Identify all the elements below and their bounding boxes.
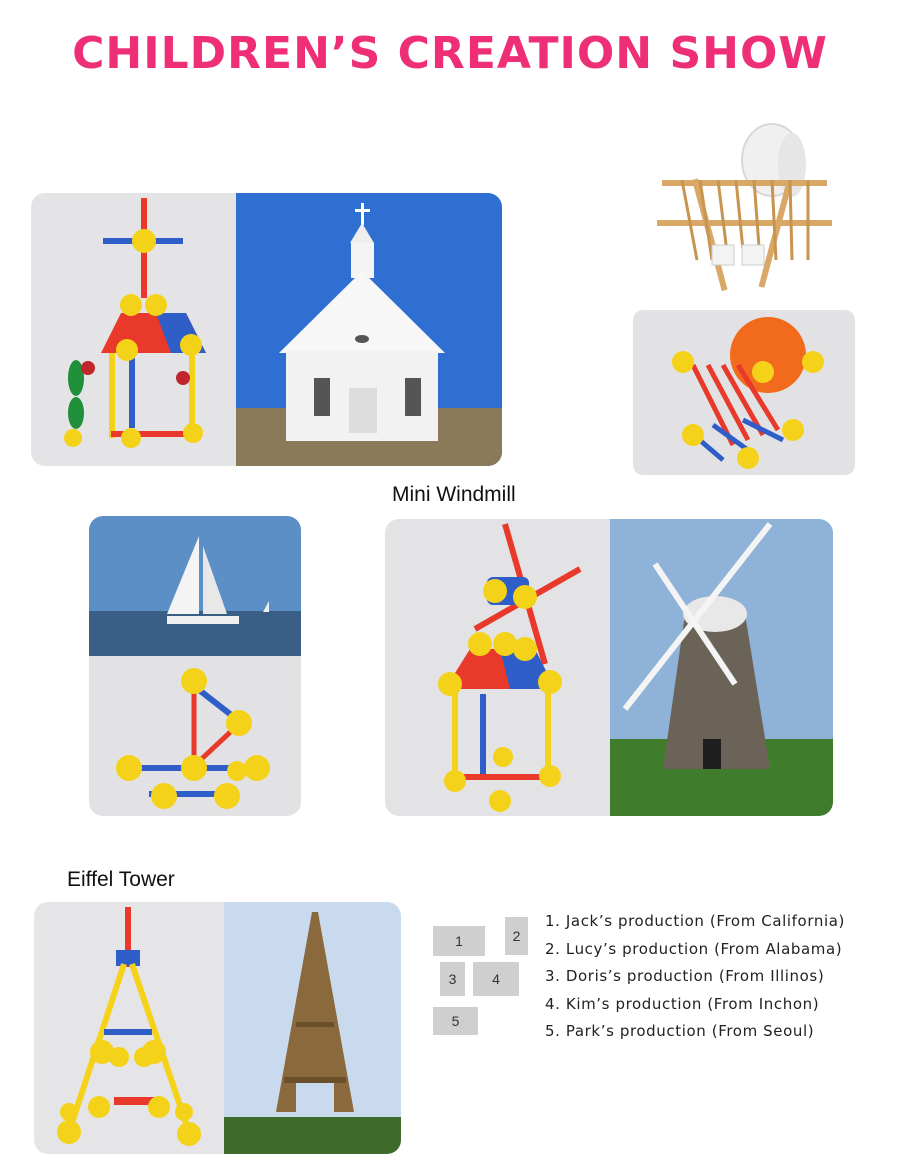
list-item: 4. Kim’s production (From Inchon)	[545, 994, 820, 1013]
dish-rack-toy-card	[633, 310, 855, 475]
legend-box-3: 3	[440, 962, 465, 996]
eiffel-photo-trees	[224, 1117, 401, 1154]
list-item: 5. Park’s production (From Seoul)	[545, 1022, 815, 1040]
productions-list	[545, 908, 845, 1046]
eiffel-tower-label: Eiffel Tower	[67, 868, 175, 891]
list-item: 2. Lucy’s production (From Alabama)	[545, 939, 843, 958]
sailboat-card	[89, 516, 301, 816]
legend-box-4: 4	[473, 962, 519, 996]
legend-box-2: 2	[505, 917, 528, 955]
legend-box-1: 1	[433, 926, 485, 956]
mini-windmill-label: Mini Windmill	[392, 483, 516, 506]
dish-rack-photo	[652, 120, 835, 298]
list-item: 3. Doris’s production (From Illinos)	[545, 967, 825, 985]
eiffel-card	[34, 902, 401, 1154]
page-title: CHILDREN’S CREATION SHOW	[72, 28, 828, 79]
church-card	[31, 193, 502, 466]
legend-box-5: 5	[433, 1007, 478, 1035]
list-item: 1. Jack’s production (From California)	[545, 912, 845, 930]
windmill-card	[385, 519, 833, 816]
